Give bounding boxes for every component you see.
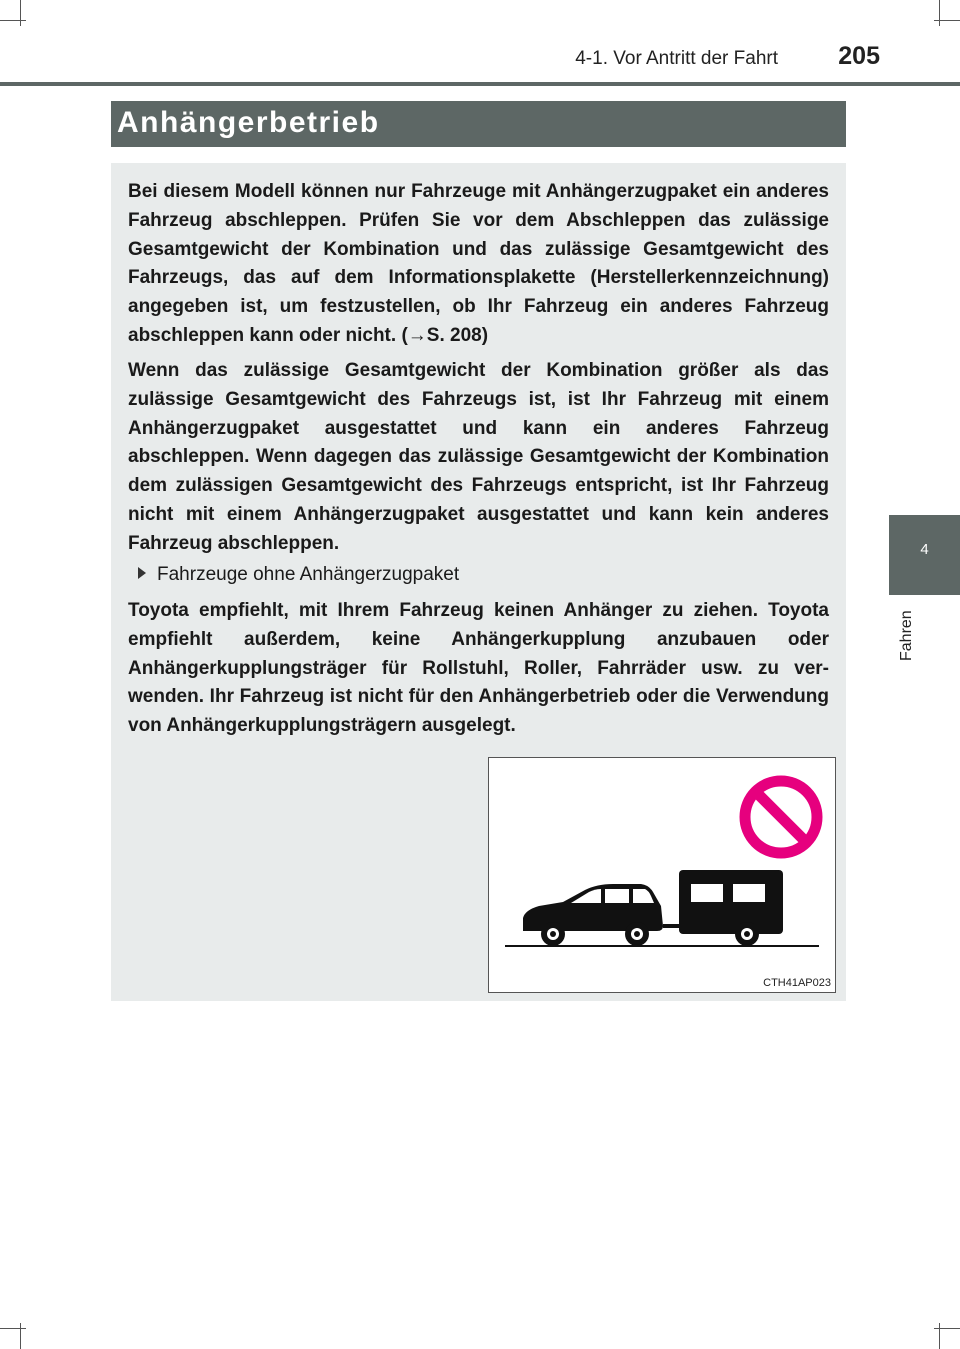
intro-paragraph: Bei diesem Modell können nur Fahrzeuge mit Anhängerzugpaket ein anderes Fahrzeug abschleppen. Prüfen Sie vor dem Abschleppen das zulässige Gesamtgewicht der Kombination und das zulässige Gesamtgewicht des Fahrzeugs, das auf dem Informationsplakette (Herstellerkennzeichnung) angegeben ist, um festzustellen, ob Ihr Fahrzeug ein anderes Fahrzeug abschleppen kann oder nicht. (→S. 208) bbox=[128, 181, 829, 346]
triangle-bullet-icon bbox=[138, 567, 146, 579]
content-panel bbox=[111, 163, 846, 1001]
header-divider bbox=[0, 82, 960, 86]
crop-mark bbox=[934, 20, 960, 21]
car-towing-trailer-illustration bbox=[489, 758, 835, 992]
crop-mark bbox=[0, 1328, 26, 1329]
crop-mark bbox=[20, 1323, 21, 1349]
section-heading: 4-1. Vor Antritt der Fahrt bbox=[575, 48, 778, 69]
chapter-number: 4 bbox=[920, 541, 929, 558]
chapter-label-area bbox=[888, 606, 928, 666]
car-icon bbox=[523, 884, 663, 946]
prohibition-icon bbox=[745, 781, 817, 853]
hitch-icon bbox=[663, 924, 681, 928]
sub-heading bbox=[138, 561, 459, 589]
title-bar bbox=[111, 101, 846, 147]
page-title: Anhängerbetrieb bbox=[117, 106, 380, 139]
crop-mark bbox=[0, 20, 26, 21]
illustration bbox=[488, 757, 836, 993]
crop-mark bbox=[934, 1328, 960, 1329]
chapter-tab bbox=[889, 515, 960, 595]
sub-heading-text: Fahrzeuge ohne Anhängerzugpaket bbox=[157, 564, 460, 585]
page-number: 205 bbox=[838, 42, 880, 70]
recommendation-paragraph: Toyota empfiehlt, mit Ihrem Fahrzeug keinen Anhänger zu ziehen. Toyota empfiehlt außerdem, keine Anhängerkupplung anzubauen oder Anhängerkupplungsträger für Rollstuhl, Roller, Fahrräder usw. zu verwenden. Ihr Fahrzeug ist nicht für den Anhängerbetrieb oder die Verwendung von Anhängerkupplungsträgern ausgelegt. bbox=[128, 600, 829, 737]
crop-mark bbox=[939, 1323, 940, 1349]
explanation-paragraph: Wenn das zulässige Gesamtgewicht der Kombination größer als das zulässige Gesamtgewicht des Fahrzeugs ist, ist Ihr Fahrzeug mit einem Anhängerzugpaket ausgestattet und kann ein anderes Fahrzeug abschleppen. Wenn dagegen das zulässige Gesamtgewicht der Kombination dem zulässigen Gesamtgewicht des Fahrzeugs entspricht, ist Ihr Fahrzeug nicht mit einem Anhängerzugpaket ausgestattet und kann kein anderes Fahrzeug abschleppen. bbox=[128, 360, 829, 554]
trailer-icon bbox=[679, 870, 783, 946]
crop-mark bbox=[939, 0, 940, 26]
chapter-label: Fahren bbox=[898, 610, 915, 661]
figure-code: CTH41AP023 bbox=[763, 977, 831, 989]
crop-mark bbox=[20, 0, 21, 26]
